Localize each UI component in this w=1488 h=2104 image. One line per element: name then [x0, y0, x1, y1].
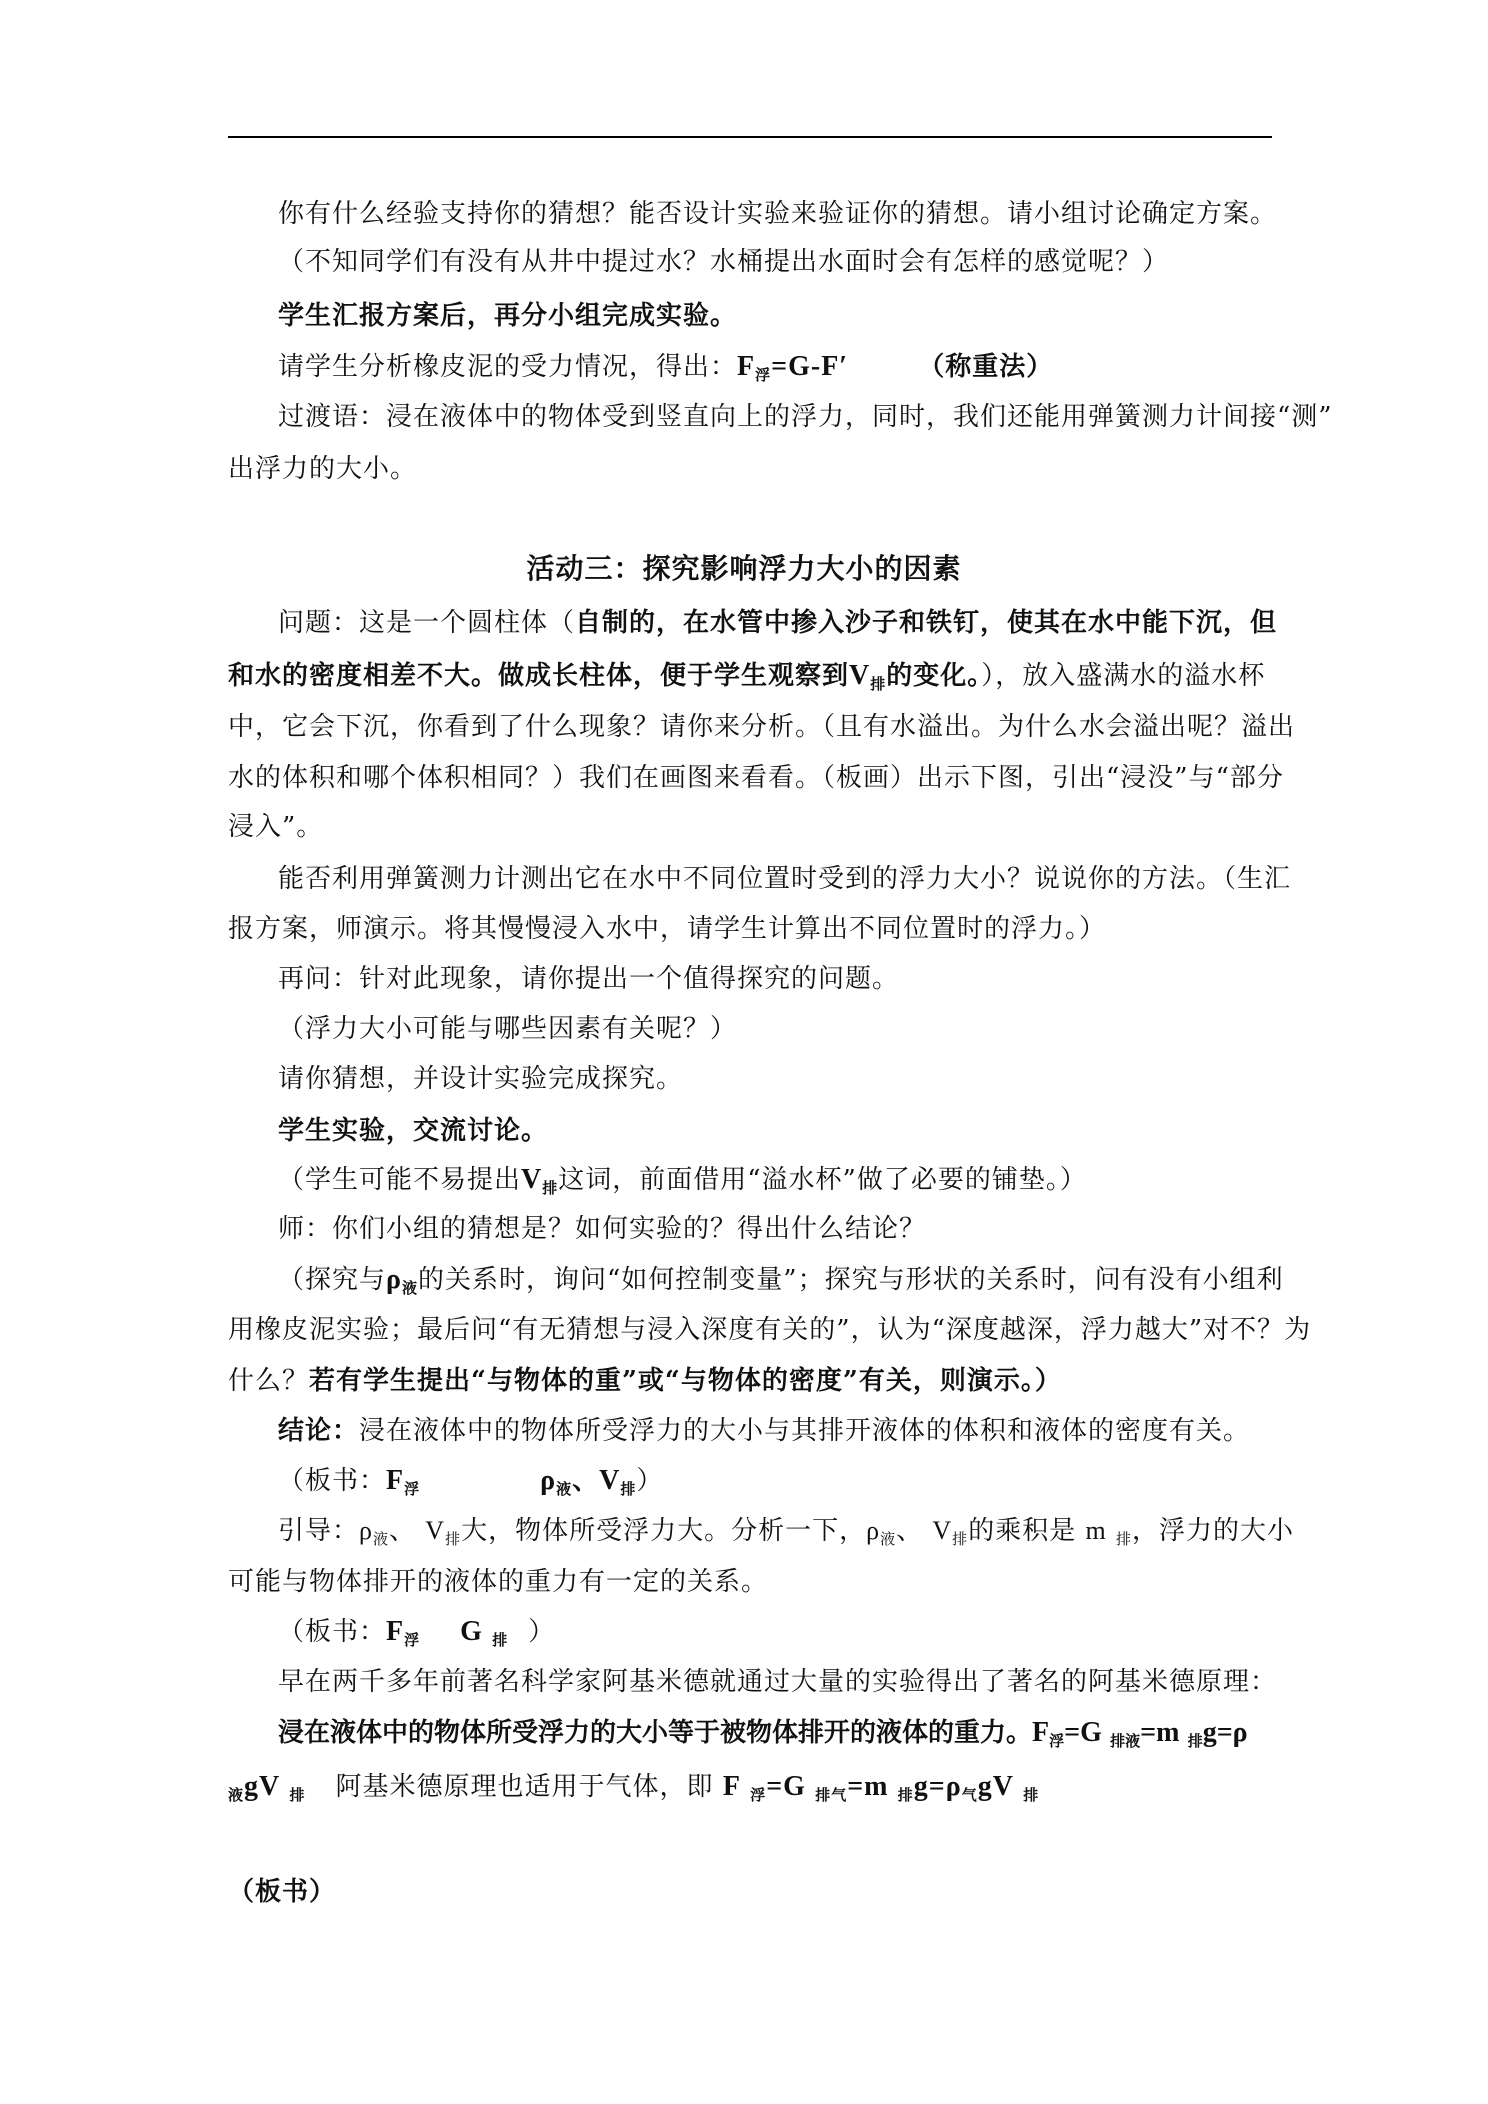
- symbol-sub: 浮: [750, 1786, 767, 1804]
- symbol-rho: ρ: [386, 1264, 402, 1295]
- paragraph-line: 请你猜想，并设计实验完成探究。: [278, 1064, 684, 1094]
- symbol-sub: 排液: [1110, 1732, 1141, 1750]
- blackboard-line: [278, 1615, 555, 1649]
- symbol-sub: 排: [542, 1179, 559, 1197]
- separator: 、: [572, 1466, 600, 1496]
- symbol-rho: ρ: [359, 1516, 373, 1545]
- paragraph-line: 用橡皮泥实验；最后问“有无猜想与浸入深度有关的”，认为“深度越深，浮力越大”对不？为: [228, 1315, 1312, 1345]
- symbol-sub: 排: [897, 1786, 914, 1804]
- section-heading: 活动三：探究影响浮力大小的因素: [526, 552, 962, 585]
- symbol-sub: 浮: [404, 1480, 421, 1498]
- paragraph-line: [278, 1514, 1294, 1548]
- formula-part: =m: [847, 1771, 889, 1802]
- paragraph-line: [228, 659, 1265, 693]
- line-text: 问题：这是一个圆柱体（: [278, 608, 576, 638]
- line-text: 浸在液体中的物体所受浮力的大小与其排开液体的体积和液体的密度有关。: [359, 1416, 1251, 1446]
- bold-line: 学生实验，交流讨论。: [278, 1116, 549, 1146]
- line-text: ，浮力的大小: [1131, 1516, 1294, 1546]
- bold-text: 的变化。: [886, 661, 982, 691]
- symbol-sub: 气: [961, 1786, 978, 1804]
- symbol-sub: 排: [492, 1631, 509, 1649]
- formula-f: F: [737, 351, 756, 382]
- symbol-v: V: [425, 1516, 446, 1545]
- paragraph-line: 早在两千多年前著名科学家阿基米德就通过大量的实验得出了著名的阿基米德原理：: [278, 1667, 1278, 1697]
- symbol-sub: 浮: [1049, 1732, 1065, 1750]
- symbol-sub: 排: [1187, 1732, 1203, 1750]
- paragraph-line: （不知同学们有没有从井中提过水？水桶提出水面时会有怎样的感觉呢？）: [278, 247, 1170, 277]
- line-text: 阿基米德原理也适用于气体，即: [335, 1772, 714, 1802]
- conclusion-label: 结论：: [278, 1416, 360, 1446]
- bold-text: 自制的，在水管中掺入沙子和铁钉，使其在水中能下沉，但: [575, 608, 1278, 638]
- symbol-f: F: [386, 1616, 405, 1647]
- formula-part: =G: [766, 1771, 806, 1802]
- symbol-v: V: [521, 1164, 543, 1195]
- paragraph-line: 你有什么经验支持你的猜想？能否设计实验来验证你的猜想。请小组讨论确定方案。: [278, 199, 1278, 229]
- symbol-v: V: [932, 1516, 953, 1545]
- principle-line: [278, 1716, 1248, 1750]
- blackboard-label: （板书）: [228, 1877, 337, 1907]
- line-text: 这词，前面借用“溢水杯”做了必要的铺垫。）: [558, 1165, 1087, 1195]
- line-text: ）: [528, 1617, 556, 1647]
- line-text: 的关系时，询问“如何控制变量”；探究与形状的关系时，问有没有小组利: [418, 1265, 1284, 1295]
- paragraph-line: 可能与物体排开的液体的重力有一定的关系。: [228, 1567, 769, 1597]
- symbol-sub: 液: [402, 1279, 419, 1297]
- line-text: 引导：: [278, 1516, 360, 1546]
- method-note: （称重法）: [918, 352, 1054, 382]
- bold-line: 学生汇报方案后，再分小组完成实验。: [278, 301, 738, 331]
- symbol-sub: 液: [556, 1480, 573, 1498]
- line-text: 什么？: [228, 1366, 310, 1396]
- symbol-sub: 排: [1115, 1530, 1132, 1548]
- principle-text: 浸在液体中的物体所受浮力的大小等于被物体排开的液体的重力。: [278, 1718, 1033, 1748]
- formula-part: g=ρ: [1202, 1717, 1248, 1748]
- paragraph-line: 过渡语：浸在液体中的物体受到竖直向上的浮力，同时，我们还能用弹簧测力计间接“测”: [278, 402, 1333, 432]
- line-text: （板书：: [278, 1617, 387, 1647]
- symbol-rho: ρ: [866, 1516, 881, 1545]
- paragraph-line: [228, 1364, 1062, 1398]
- symbol-sub: 液: [373, 1530, 390, 1548]
- symbol-sub: 排: [445, 1530, 462, 1548]
- line-text: 大，物体所受浮力大。分析一下，: [461, 1516, 867, 1546]
- line-text: 、: [389, 1516, 417, 1546]
- symbol-sub: 浮: [404, 1631, 421, 1649]
- paragraph-line: （浮力大小可能与哪些因素有关呢？）: [278, 1014, 738, 1044]
- paragraph-line: 师：你们小组的猜想是？如何实验的？得出什么结论？: [278, 1214, 927, 1244]
- paragraph-line: [278, 1263, 1284, 1297]
- line-text: ）: [636, 1466, 664, 1496]
- symbol-f: F: [386, 1465, 405, 1496]
- conclusion-line: [278, 1414, 1250, 1448]
- paragraph-line: 水的体积和哪个体积相同？）我们在画图来看看。（板画）出示下图，引出“浸没”与“部分: [228, 763, 1284, 793]
- symbol-sub: 排: [1023, 1786, 1040, 1804]
- formula-rest: =G-F′: [771, 351, 849, 382]
- formula-part: =G: [1064, 1717, 1102, 1748]
- principle-line: [228, 1770, 1039, 1804]
- blackboard-line: [278, 1464, 663, 1498]
- symbol-f: F: [722, 1771, 741, 1802]
- symbol-rho: ρ: [540, 1465, 557, 1496]
- formula-part: g=ρ: [913, 1771, 962, 1802]
- paragraph-line: 中，它会下沉，你看到了什么现象？请你来分析。（且有水溢出。为什么水会溢出呢？溢出: [228, 712, 1296, 742]
- line-text: 请学生分析橡皮泥的受力情况，得出：: [278, 352, 738, 382]
- paragraph-line: 再问：针对此现象，请你提出一个值得探究的问题。: [278, 964, 900, 994]
- formula-line: [278, 350, 1053, 384]
- symbol-sub: 液: [880, 1530, 897, 1548]
- symbol-sub: 排气: [815, 1786, 848, 1804]
- symbol-m: m: [1085, 1516, 1107, 1545]
- header-rule: [228, 136, 1272, 138]
- symbol-sub: 排: [952, 1530, 969, 1548]
- paragraph-line: 出浮力的大小。: [228, 454, 418, 484]
- line-text: （学生可能不易提出: [278, 1165, 522, 1195]
- line-text: 的乘积是: [968, 1516, 1077, 1546]
- bold-text: 若有学生提出“与物体的重”或“与物体的密度”有关，则演示。）: [309, 1366, 1062, 1396]
- line-text: 、: [896, 1516, 924, 1546]
- line-text: （探究与: [278, 1265, 387, 1295]
- symbol-sub: 排: [620, 1480, 637, 1498]
- paragraph-line: 浸入”。: [228, 812, 324, 842]
- paragraph-line: [278, 1163, 1087, 1197]
- formula-sub: 浮: [755, 366, 772, 384]
- formula-part: gV: [977, 1771, 1014, 1802]
- symbol-sub: 排: [289, 1786, 306, 1804]
- symbol-v: V: [849, 660, 871, 691]
- formula-part: =m: [1140, 1717, 1180, 1748]
- symbol-f: F: [1032, 1717, 1050, 1748]
- symbol-g: G: [460, 1616, 483, 1647]
- bold-text: 和水的密度相差不大。做成长柱体，便于学生观察到: [228, 661, 850, 691]
- formula-part: gV: [244, 1771, 281, 1802]
- symbol-sub: 液: [228, 1786, 245, 1804]
- line-text: ），放入盛满水的溢水杯: [981, 661, 1266, 691]
- paragraph-line: 报方案，师演示。将其慢慢浸入水中，请学生计算出不同位置时的浮力。）: [228, 914, 1107, 944]
- paragraph-line: [278, 606, 1277, 640]
- line-text: （板书：: [278, 1466, 387, 1496]
- symbol-sub: 排: [870, 675, 887, 693]
- symbol-v: V: [599, 1465, 621, 1496]
- paragraph-line: 能否利用弹簧测力计测出它在水中不同位置时受到的浮力大小？说说你的方法。（生汇: [278, 864, 1292, 894]
